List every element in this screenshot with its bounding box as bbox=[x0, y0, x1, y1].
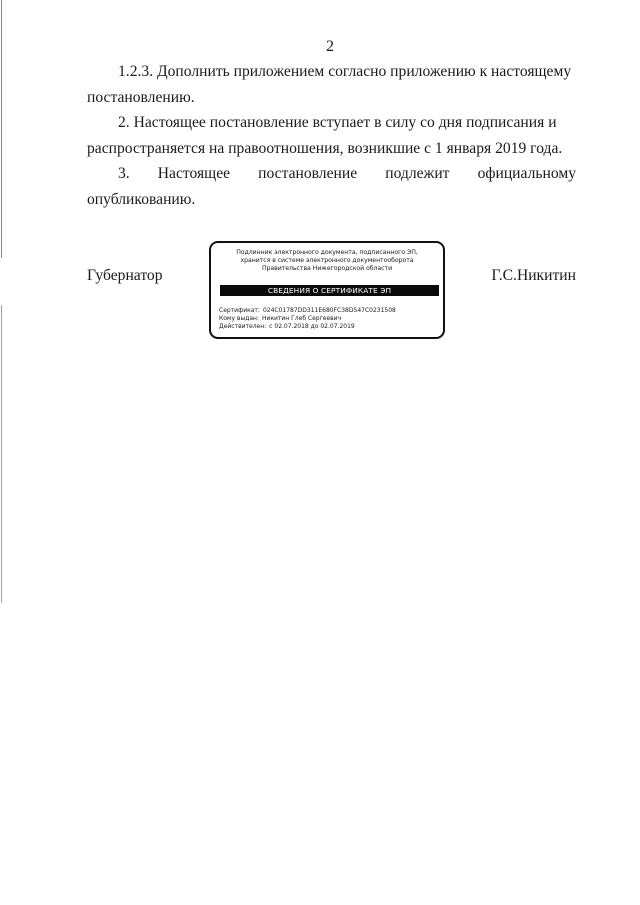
validity-row bbox=[219, 323, 396, 331]
paragraph-continuation: опубликованию. bbox=[87, 190, 196, 208]
stamp-certificate-details bbox=[219, 307, 396, 331]
scan-edge-line bbox=[1, 600, 2, 603]
paragraph-first-line: 1.2.3. Дополнить приложением согласно приложению к настоящему bbox=[118, 63, 572, 80]
stamp-header bbox=[211, 249, 443, 274]
stamp-header-line: хранится в системе электронного документооборота bbox=[240, 257, 414, 265]
certificate-row bbox=[219, 307, 396, 315]
paragraph-first-line: 3. Настоящее постановление подлежит официальному bbox=[118, 165, 576, 183]
paragraph-3 bbox=[87, 161, 576, 212]
issued-to-value: Никитин Глеб Сергеевич bbox=[261, 315, 342, 322]
issued-to-label: Кому выдан: bbox=[219, 315, 259, 322]
certificate-label: Сертификат: bbox=[219, 307, 260, 314]
page-number: 2 bbox=[326, 38, 334, 55]
issued-to-row bbox=[219, 315, 396, 323]
document-body bbox=[87, 59, 576, 213]
validity-value: с 02.07.2018 до 02.07.2019 bbox=[269, 323, 355, 330]
paragraph-first-line: 2. Настоящее постановление вступает в силу со дня подписания и bbox=[118, 114, 557, 132]
certificate-value: 024C01787DD311E680FC38D547C0231508 bbox=[262, 307, 396, 314]
scan-edge-line bbox=[1, 305, 2, 601]
paragraph-1-2-3 bbox=[87, 59, 576, 110]
paragraph-continuation: распространяется на правоотношения, возникшие с 1 января 2019 года. bbox=[87, 139, 563, 157]
stamp-header-line: Правительства Нижегородской области bbox=[261, 265, 393, 273]
stamp-certificate-title-bar: СВЕДЕНИЯ О СЕРТИФИКАТЕ ЭП bbox=[220, 285, 439, 296]
stamp-header-line: Подлинник электронного документа, подписанного ЭП, bbox=[236, 249, 418, 256]
paragraph-continuation: постановлению. bbox=[87, 88, 195, 106]
paragraph-2 bbox=[87, 110, 576, 161]
signatory-title: Губернатор bbox=[87, 267, 163, 284]
validity-label: Действителен: bbox=[219, 323, 267, 330]
signatory-name: Г.С.Никитин bbox=[491, 267, 576, 284]
electronic-signature-stamp bbox=[209, 241, 445, 339]
